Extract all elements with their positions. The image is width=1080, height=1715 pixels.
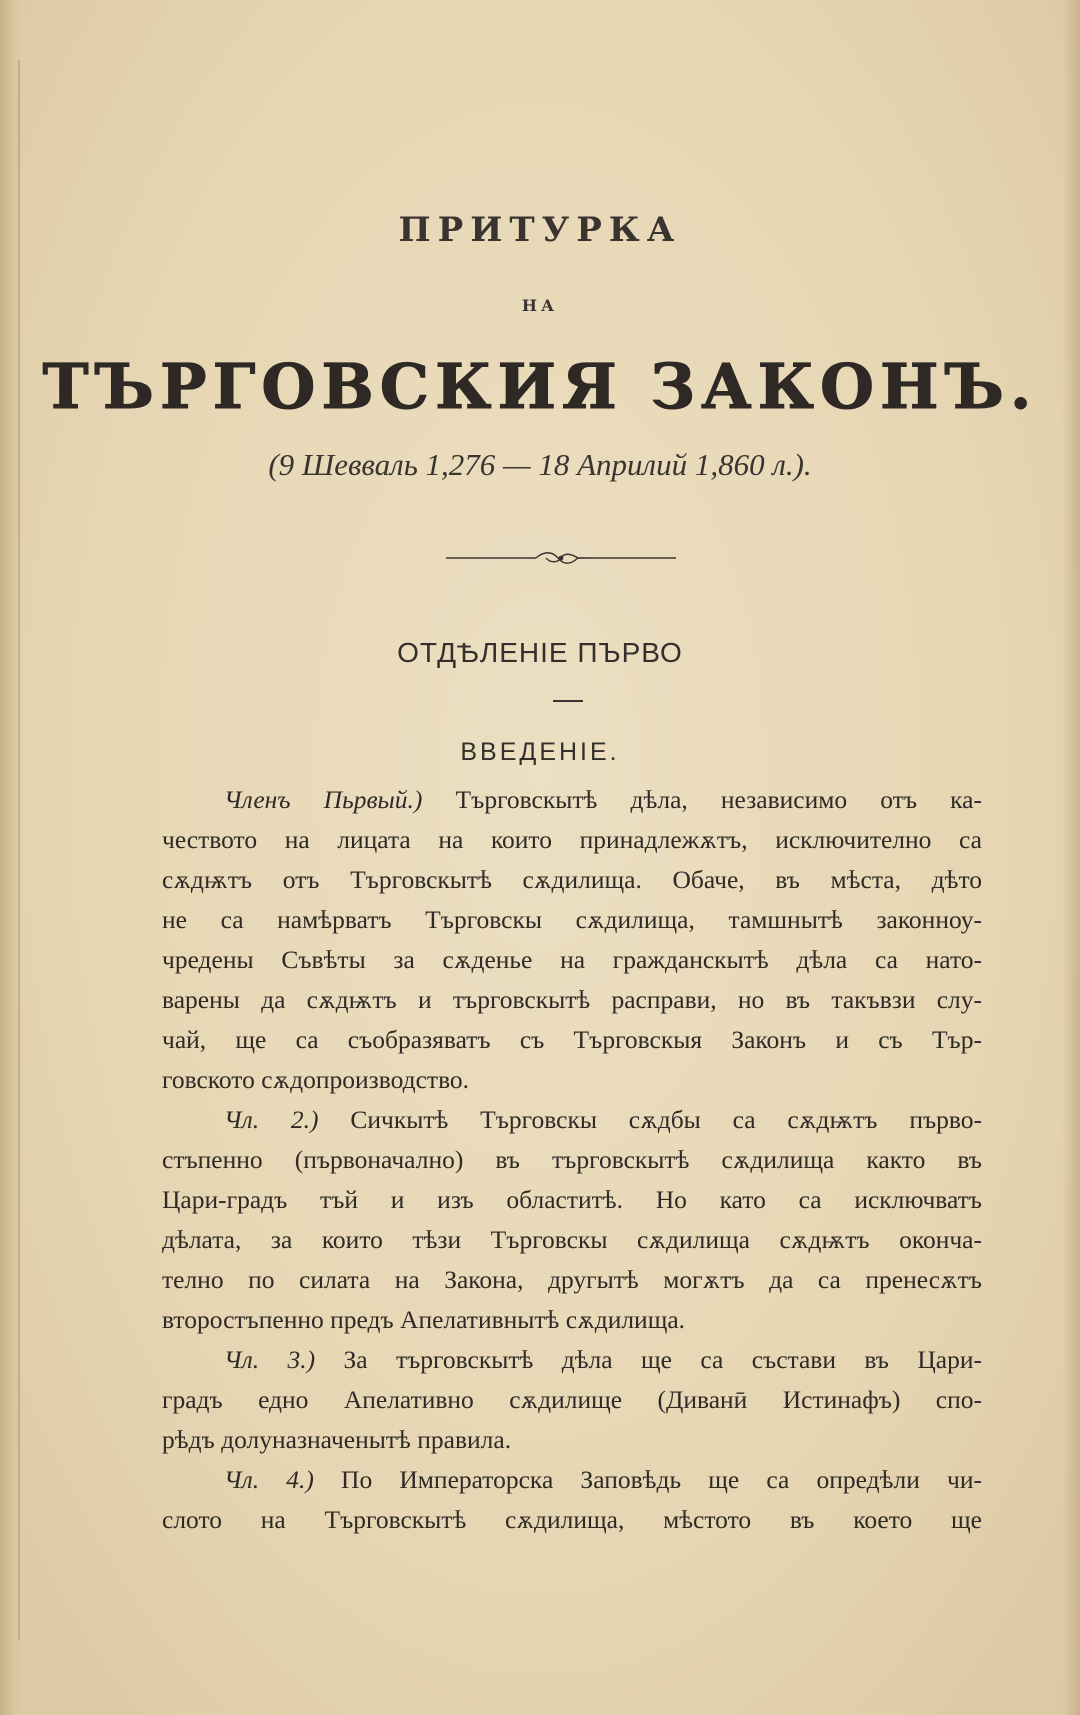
line-text: Сичкытѣ Търговскы сѫдбы са сѫдѭтъ първо- (318, 1105, 983, 1134)
text-line (162, 1340, 982, 1380)
text-line (162, 1060, 982, 1100)
line-text: варены да сѫдѭтъ и търговскытѣ расправи, но въ такъвзи слу- (162, 985, 982, 1014)
section-heading: ОТДѢЛЕНІЕ ПЪРВО (397, 637, 683, 668)
text-line (162, 1180, 982, 1220)
text-line (162, 900, 982, 940)
title-connector: НА (521, 296, 559, 315)
text-line (162, 780, 982, 820)
text-line (162, 1220, 982, 1260)
title-dates: (9 Шевваль 1,276 — 18 Априлий 1,860 л.). (268, 447, 812, 482)
line-text: Търговскытѣ дѣла, независимо отъ ка- (422, 785, 982, 814)
line-text: говското сѫдопроизводство. (162, 1065, 470, 1094)
line-text: По Императорска Заповѣдь ще са опредѣли чи- (313, 1465, 982, 1494)
article-label: Чл. 3.) (224, 1345, 316, 1374)
line-text: рѣдъ долуназначенытѣ правила. (162, 1425, 512, 1454)
line-text: градъ едно Апелативно сѫдилище (Диванӣ Истинафъ) спо- (162, 1385, 982, 1414)
text-line (162, 1380, 982, 1420)
line-text: сѫдѭтъ отъ Търговскытѣ сѫдилища. Обаче, въ мѣста, дѣто (162, 865, 982, 894)
text-line (162, 940, 982, 980)
line-text: За търговскытѣ дѣла ще са състави въ Цари- (315, 1345, 982, 1374)
text-line (162, 980, 982, 1020)
line-text: Цари-градъ тъй и изъ областитѣ. Но като са исключватъ (162, 1185, 982, 1214)
title-main: ПРИТУРКА (398, 210, 682, 250)
ornament-divider (446, 550, 676, 566)
article-label: Чл. 4.) (224, 1465, 314, 1494)
page-right-shadow (1062, 0, 1080, 1715)
article-label: Членъ Пьрвый.) (224, 785, 423, 814)
text-line (162, 1420, 982, 1460)
line-text: чредены Съвѣты за сѫденье на гражданскытѣ дѣла са нато- (162, 945, 982, 974)
title-law-name: ТЪРГОВСКИЯ ЗАКОНЪ. (42, 350, 1038, 423)
line-text: стъпенно (първоначално) въ търговскытѣ сѫдилища както въ (162, 1145, 982, 1174)
text-line (162, 860, 982, 900)
text-line (162, 1300, 982, 1340)
text-line (162, 1460, 982, 1500)
line-text: не са намѣрватъ Търговскы сѫдилища, тамшнытѣ законноу- (162, 905, 982, 934)
line-text: телно по силата на Закона, другытѣ могѫтъ да са пренесѫтъ (162, 1265, 982, 1294)
line-text: слото на Търговскытѣ сѫдилища, мѣстото въ което ще (162, 1505, 982, 1534)
section-dash-divider (553, 700, 583, 702)
text-line (162, 1260, 982, 1300)
line-text: дѣлата, за които тѣзи Търговскы сѫдилища сѫдѭтъ оконча- (162, 1225, 982, 1254)
line-text: второстъпенно предъ Апелативнытѣ сѫдилища. (162, 1305, 686, 1334)
body-text (162, 780, 982, 1540)
text-line (162, 1500, 982, 1540)
line-text: чеството на лицата на които принадлежѫтъ, исключително са (162, 825, 982, 854)
text-line (162, 1020, 982, 1060)
article-label: Чл. 2.) (224, 1105, 319, 1134)
text-line (162, 1100, 982, 1140)
text-line (162, 1140, 982, 1180)
line-text: чай, ще са съобразяватъ съ Търговскыя Законъ и съ Тър- (162, 1025, 982, 1054)
subsection-heading: ВВЕДЕНІЕ. (460, 738, 620, 766)
text-line (162, 820, 982, 860)
